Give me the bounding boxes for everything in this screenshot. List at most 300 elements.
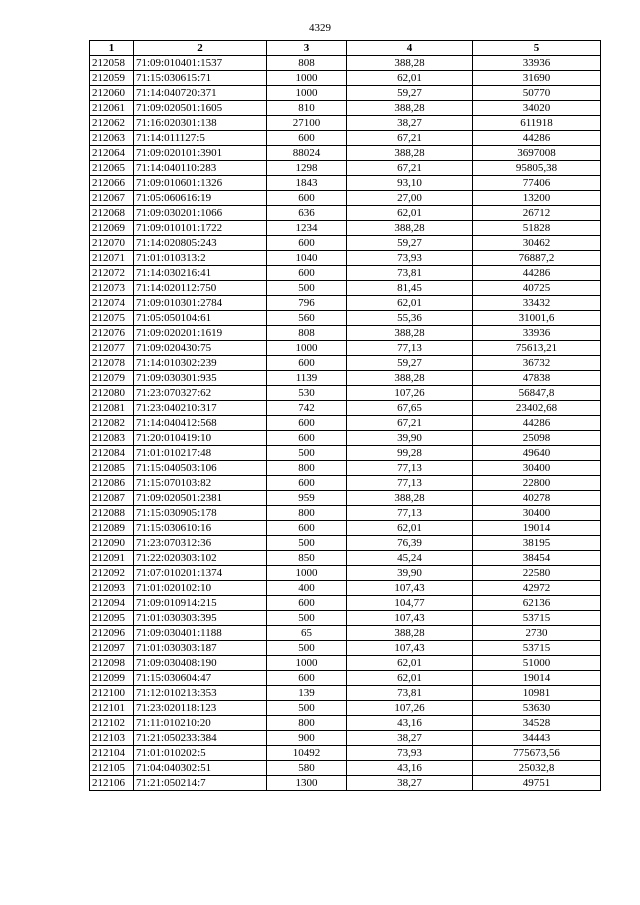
rate-cell: 59,27 [347, 356, 473, 371]
area-cell: 500 [267, 536, 347, 551]
row-number-cell: 212058 [90, 56, 134, 71]
area-cell: 600 [267, 191, 347, 206]
rate-cell: 43,16 [347, 761, 473, 776]
value-cell: 33936 [473, 56, 601, 71]
rate-cell: 104,77 [347, 596, 473, 611]
value-cell: 31001,6 [473, 311, 601, 326]
cadastral-number-cell: 71:14:040720:371 [134, 86, 267, 101]
value-cell: 22800 [473, 476, 601, 491]
value-cell: 23402,68 [473, 401, 601, 416]
value-cell: 775673,56 [473, 746, 601, 761]
cadastral-number-cell: 71:09:030301:935 [134, 371, 267, 386]
table-row [90, 716, 601, 731]
value-cell: 49751 [473, 776, 601, 791]
rate-cell: 388,28 [347, 221, 473, 236]
rate-cell: 62,01 [347, 296, 473, 311]
table-row [90, 356, 601, 371]
table-row [90, 311, 601, 326]
area-cell: 1139 [267, 371, 347, 386]
table-row [90, 176, 601, 191]
value-cell: 19014 [473, 671, 601, 686]
area-cell: 850 [267, 551, 347, 566]
row-number-cell: 212088 [90, 506, 134, 521]
row-number-cell: 212091 [90, 551, 134, 566]
row-number-cell: 212060 [90, 86, 134, 101]
table-row [90, 236, 601, 251]
area-cell: 600 [267, 671, 347, 686]
rate-cell: 73,93 [347, 251, 473, 266]
cadastral-number-cell: 71:22:020303:102 [134, 551, 267, 566]
rate-cell: 59,27 [347, 86, 473, 101]
rate-cell: 27,00 [347, 191, 473, 206]
value-cell: 26712 [473, 206, 601, 221]
table-row [90, 326, 601, 341]
cadastral-number-cell: 71:09:010601:1326 [134, 176, 267, 191]
row-number-cell: 212072 [90, 266, 134, 281]
cadastral-number-cell: 71:15:030610:16 [134, 521, 267, 536]
table-row [90, 611, 601, 626]
row-number-cell: 212071 [90, 251, 134, 266]
row-number-cell: 212067 [90, 191, 134, 206]
row-number-cell: 212097 [90, 641, 134, 656]
rate-cell: 107,43 [347, 581, 473, 596]
table-header [90, 41, 601, 56]
value-cell: 42972 [473, 581, 601, 596]
cadastral-number-cell: 71:09:030401:1188 [134, 626, 267, 641]
row-number-cell: 212082 [90, 416, 134, 431]
rate-cell: 388,28 [347, 56, 473, 71]
area-cell: 580 [267, 761, 347, 776]
cadastral-number-cell: 71:09:030408:190 [134, 656, 267, 671]
cadastral-number-cell: 71:15:030604:47 [134, 671, 267, 686]
table-row [90, 551, 601, 566]
table-row [90, 446, 601, 461]
area-cell: 65 [267, 626, 347, 641]
value-cell: 53715 [473, 611, 601, 626]
rate-cell: 67,21 [347, 416, 473, 431]
table-body [90, 56, 601, 791]
area-cell: 1040 [267, 251, 347, 266]
value-cell: 77406 [473, 176, 601, 191]
table-row [90, 641, 601, 656]
table-row [90, 656, 601, 671]
table-row [90, 341, 601, 356]
rate-cell: 38,27 [347, 731, 473, 746]
rate-cell: 39,90 [347, 566, 473, 581]
row-number-cell: 212078 [90, 356, 134, 371]
area-cell: 500 [267, 611, 347, 626]
data-table [89, 40, 601, 791]
row-number-cell: 212081 [90, 401, 134, 416]
rate-cell: 45,24 [347, 551, 473, 566]
value-cell: 50770 [473, 86, 601, 101]
table-row [90, 371, 601, 386]
table-row [90, 56, 601, 71]
row-number-cell: 212087 [90, 491, 134, 506]
value-cell: 13200 [473, 191, 601, 206]
row-number-cell: 212063 [90, 131, 134, 146]
table-row [90, 101, 601, 116]
row-number-cell: 212102 [90, 716, 134, 731]
rate-cell: 77,13 [347, 461, 473, 476]
row-number-cell: 212065 [90, 161, 134, 176]
value-cell: 2730 [473, 626, 601, 641]
row-number-cell: 212073 [90, 281, 134, 296]
row-number-cell: 212068 [90, 206, 134, 221]
row-number-cell: 212061 [90, 101, 134, 116]
row-number-cell: 212093 [90, 581, 134, 596]
table-row [90, 131, 601, 146]
area-cell: 400 [267, 581, 347, 596]
row-number-cell: 212105 [90, 761, 134, 776]
table-row [90, 281, 601, 296]
area-cell: 808 [267, 56, 347, 71]
rate-cell: 67,21 [347, 131, 473, 146]
area-cell: 600 [267, 521, 347, 536]
value-cell: 19014 [473, 521, 601, 536]
row-number-cell: 212096 [90, 626, 134, 641]
table-row [90, 761, 601, 776]
table-row [90, 416, 601, 431]
cadastral-number-cell: 71:14:011127:5 [134, 131, 267, 146]
area-cell: 500 [267, 641, 347, 656]
cadastral-number-cell: 71:09:020501:2381 [134, 491, 267, 506]
row-number-cell: 212066 [90, 176, 134, 191]
table-row [90, 296, 601, 311]
rate-cell: 62,01 [347, 671, 473, 686]
area-cell: 1298 [267, 161, 347, 176]
cadastral-number-cell: 71:09:030201:1066 [134, 206, 267, 221]
table-row [90, 701, 601, 716]
row-number-cell: 212064 [90, 146, 134, 161]
cadastral-number-cell: 71:23:070312:36 [134, 536, 267, 551]
value-cell: 25098 [473, 431, 601, 446]
area-cell: 88024 [267, 146, 347, 161]
value-cell: 22580 [473, 566, 601, 581]
rate-cell: 388,28 [347, 326, 473, 341]
cadastral-number-cell: 71:16:020301:138 [134, 116, 267, 131]
cadastral-number-cell: 71:14:040110:283 [134, 161, 267, 176]
area-cell: 810 [267, 101, 347, 116]
cadastral-number-cell: 71:23:020118:123 [134, 701, 267, 716]
rate-cell: 388,28 [347, 626, 473, 641]
value-cell: 33432 [473, 296, 601, 311]
area-cell: 1000 [267, 71, 347, 86]
row-number-cell: 212075 [90, 311, 134, 326]
table-row [90, 161, 601, 176]
rate-cell: 38,27 [347, 116, 473, 131]
table-row [90, 506, 601, 521]
rate-cell: 59,27 [347, 236, 473, 251]
table-row [90, 671, 601, 686]
value-cell: 38454 [473, 551, 601, 566]
area-cell: 600 [267, 356, 347, 371]
table-row [90, 596, 601, 611]
cadastral-number-cell: 71:23:070327:62 [134, 386, 267, 401]
rate-cell: 43,16 [347, 716, 473, 731]
cadastral-number-cell: 71:11:010210:20 [134, 716, 267, 731]
area-cell: 796 [267, 296, 347, 311]
area-cell: 808 [267, 326, 347, 341]
area-cell: 1000 [267, 656, 347, 671]
area-cell: 636 [267, 206, 347, 221]
row-number-cell: 212080 [90, 386, 134, 401]
column-header-2: 2 [134, 41, 267, 56]
value-cell: 47838 [473, 371, 601, 386]
cadastral-number-cell: 71:09:020430:75 [134, 341, 267, 356]
area-cell: 600 [267, 131, 347, 146]
area-cell: 10492 [267, 746, 347, 761]
value-cell: 34443 [473, 731, 601, 746]
rate-cell: 107,43 [347, 641, 473, 656]
table-row [90, 491, 601, 506]
cadastral-number-cell: 71:14:010302:239 [134, 356, 267, 371]
cadastral-number-cell: 71:01:010202:5 [134, 746, 267, 761]
row-number-cell: 212085 [90, 461, 134, 476]
value-cell: 30400 [473, 461, 601, 476]
table-row [90, 476, 601, 491]
cadastral-number-cell: 71:15:070103:82 [134, 476, 267, 491]
row-number-cell: 212099 [90, 671, 134, 686]
area-cell: 742 [267, 401, 347, 416]
row-number-cell: 212098 [90, 656, 134, 671]
rate-cell: 38,27 [347, 776, 473, 791]
area-cell: 1234 [267, 221, 347, 236]
value-cell: 40278 [473, 491, 601, 506]
value-cell: 53715 [473, 641, 601, 656]
table-row [90, 776, 601, 791]
value-cell: 53630 [473, 701, 601, 716]
value-cell: 611918 [473, 116, 601, 131]
row-number-cell: 212083 [90, 431, 134, 446]
area-cell: 600 [267, 476, 347, 491]
table-row [90, 521, 601, 536]
table-row [90, 386, 601, 401]
area-cell: 800 [267, 461, 347, 476]
cadastral-number-cell: 71:15:030905:178 [134, 506, 267, 521]
cadastral-number-cell: 71:14:020805:243 [134, 236, 267, 251]
value-cell: 36732 [473, 356, 601, 371]
area-cell: 500 [267, 281, 347, 296]
row-number-cell: 212095 [90, 611, 134, 626]
area-cell: 560 [267, 311, 347, 326]
area-cell: 800 [267, 506, 347, 521]
value-cell: 34528 [473, 716, 601, 731]
row-number-cell: 212106 [90, 776, 134, 791]
column-header-1: 1 [90, 41, 134, 56]
rate-cell: 81,45 [347, 281, 473, 296]
table-row [90, 266, 601, 281]
value-cell: 49640 [473, 446, 601, 461]
rate-cell: 99,28 [347, 446, 473, 461]
rate-cell: 76,39 [347, 536, 473, 551]
rate-cell: 39,90 [347, 431, 473, 446]
cadastral-number-cell: 71:05:050104:61 [134, 311, 267, 326]
rate-cell: 388,28 [347, 491, 473, 506]
column-header-5: 5 [473, 41, 601, 56]
cadastral-number-cell: 71:09:010914:215 [134, 596, 267, 611]
rate-cell: 67,21 [347, 161, 473, 176]
table-row [90, 401, 601, 416]
row-number-cell: 212059 [90, 71, 134, 86]
table-row [90, 146, 601, 161]
cadastral-number-cell: 71:21:050233:384 [134, 731, 267, 746]
value-cell: 30462 [473, 236, 601, 251]
cadastral-number-cell: 71:12:010213:353 [134, 686, 267, 701]
row-number-cell: 212092 [90, 566, 134, 581]
row-number-cell: 212084 [90, 446, 134, 461]
value-cell: 44286 [473, 131, 601, 146]
rate-cell: 107,26 [347, 386, 473, 401]
table-row [90, 86, 601, 101]
table-row [90, 731, 601, 746]
table-row [90, 71, 601, 86]
value-cell: 75613,21 [473, 341, 601, 356]
rate-cell: 77,13 [347, 476, 473, 491]
cadastral-number-cell: 71:21:050214:7 [134, 776, 267, 791]
area-cell: 530 [267, 386, 347, 401]
row-number-cell: 212077 [90, 341, 134, 356]
row-number-cell: 212070 [90, 236, 134, 251]
cadastral-number-cell: 71:20:010419:10 [134, 431, 267, 446]
table-row [90, 626, 601, 641]
rate-cell: 62,01 [347, 71, 473, 86]
cadastral-number-cell: 71:23:040210:317 [134, 401, 267, 416]
table-row [90, 206, 601, 221]
area-cell: 1843 [267, 176, 347, 191]
value-cell: 40725 [473, 281, 601, 296]
header-row [90, 41, 601, 56]
area-cell: 500 [267, 446, 347, 461]
column-header-3: 3 [267, 41, 347, 56]
value-cell: 51000 [473, 656, 601, 671]
cadastral-number-cell: 71:01:030303:395 [134, 611, 267, 626]
value-cell: 33936 [473, 326, 601, 341]
value-cell: 76887,2 [473, 251, 601, 266]
cadastral-number-cell: 71:01:010217:48 [134, 446, 267, 461]
row-number-cell: 212089 [90, 521, 134, 536]
value-cell: 31690 [473, 71, 601, 86]
area-cell: 600 [267, 236, 347, 251]
cadastral-number-cell: 71:07:010201:1374 [134, 566, 267, 581]
cadastral-number-cell: 71:01:030303:187 [134, 641, 267, 656]
area-cell: 600 [267, 596, 347, 611]
area-cell: 500 [267, 701, 347, 716]
rate-cell: 73,93 [347, 746, 473, 761]
area-cell: 1000 [267, 341, 347, 356]
rate-cell: 62,01 [347, 521, 473, 536]
cadastral-number-cell: 71:09:020501:1605 [134, 101, 267, 116]
rate-cell: 67,65 [347, 401, 473, 416]
rate-cell: 77,13 [347, 341, 473, 356]
value-cell: 51828 [473, 221, 601, 236]
row-number-cell: 212074 [90, 296, 134, 311]
value-cell: 44286 [473, 416, 601, 431]
row-number-cell: 212069 [90, 221, 134, 236]
table-row [90, 581, 601, 596]
cadastral-number-cell: 71:14:030216:41 [134, 266, 267, 281]
value-cell: 44286 [473, 266, 601, 281]
table-row [90, 116, 601, 131]
table-row [90, 191, 601, 206]
row-number-cell: 212100 [90, 686, 134, 701]
value-cell: 95805,38 [473, 161, 601, 176]
value-cell: 56847,8 [473, 386, 601, 401]
table-row [90, 461, 601, 476]
cadastral-number-cell: 71:01:010313:2 [134, 251, 267, 266]
column-header-4: 4 [347, 41, 473, 56]
row-number-cell: 212062 [90, 116, 134, 131]
cadastral-number-cell: 71:15:040503:106 [134, 461, 267, 476]
area-cell: 1000 [267, 566, 347, 581]
row-number-cell: 212079 [90, 371, 134, 386]
rate-cell: 73,81 [347, 266, 473, 281]
cadastral-number-cell: 71:09:010301:2784 [134, 296, 267, 311]
row-number-cell: 212104 [90, 746, 134, 761]
rate-cell: 388,28 [347, 371, 473, 386]
table-row [90, 566, 601, 581]
area-cell: 600 [267, 266, 347, 281]
cadastral-number-cell: 71:09:010401:1537 [134, 56, 267, 71]
rate-cell: 93,10 [347, 176, 473, 191]
rate-cell: 388,28 [347, 146, 473, 161]
rate-cell: 62,01 [347, 206, 473, 221]
value-cell: 34020 [473, 101, 601, 116]
area-cell: 1000 [267, 86, 347, 101]
value-cell: 38195 [473, 536, 601, 551]
rate-cell: 388,28 [347, 101, 473, 116]
cadastral-number-cell: 71:14:020112:750 [134, 281, 267, 296]
row-number-cell: 212086 [90, 476, 134, 491]
area-cell: 1300 [267, 776, 347, 791]
row-number-cell: 212076 [90, 326, 134, 341]
page-number: 4329 [309, 22, 331, 34]
cadastral-number-cell: 71:15:030615:71 [134, 71, 267, 86]
table-row [90, 536, 601, 551]
table-row [90, 221, 601, 236]
rate-cell: 107,26 [347, 701, 473, 716]
cadastral-number-cell: 71:05:060616:19 [134, 191, 267, 206]
value-cell: 10981 [473, 686, 601, 701]
cadastral-number-cell: 71:09:010101:1722 [134, 221, 267, 236]
cadastral-number-cell: 71:09:020201:1619 [134, 326, 267, 341]
row-number-cell: 212103 [90, 731, 134, 746]
value-cell: 3697008 [473, 146, 601, 161]
row-number-cell: 212101 [90, 701, 134, 716]
area-cell: 600 [267, 431, 347, 446]
area-cell: 27100 [267, 116, 347, 131]
rate-cell: 77,13 [347, 506, 473, 521]
table-row [90, 431, 601, 446]
rate-cell: 107,43 [347, 611, 473, 626]
row-number-cell: 212090 [90, 536, 134, 551]
table-row [90, 746, 601, 761]
area-cell: 959 [267, 491, 347, 506]
rate-cell: 62,01 [347, 656, 473, 671]
area-cell: 900 [267, 731, 347, 746]
value-cell: 62136 [473, 596, 601, 611]
area-cell: 800 [267, 716, 347, 731]
cadastral-number-cell: 71:14:040412:568 [134, 416, 267, 431]
cadastral-number-cell: 71:04:040302:51 [134, 761, 267, 776]
value-cell: 25032,8 [473, 761, 601, 776]
value-cell: 30400 [473, 506, 601, 521]
rate-cell: 73,81 [347, 686, 473, 701]
area-cell: 600 [267, 416, 347, 431]
cadastral-number-cell: 71:09:020101:3901 [134, 146, 267, 161]
rate-cell: 55,36 [347, 311, 473, 326]
row-number-cell: 212094 [90, 596, 134, 611]
